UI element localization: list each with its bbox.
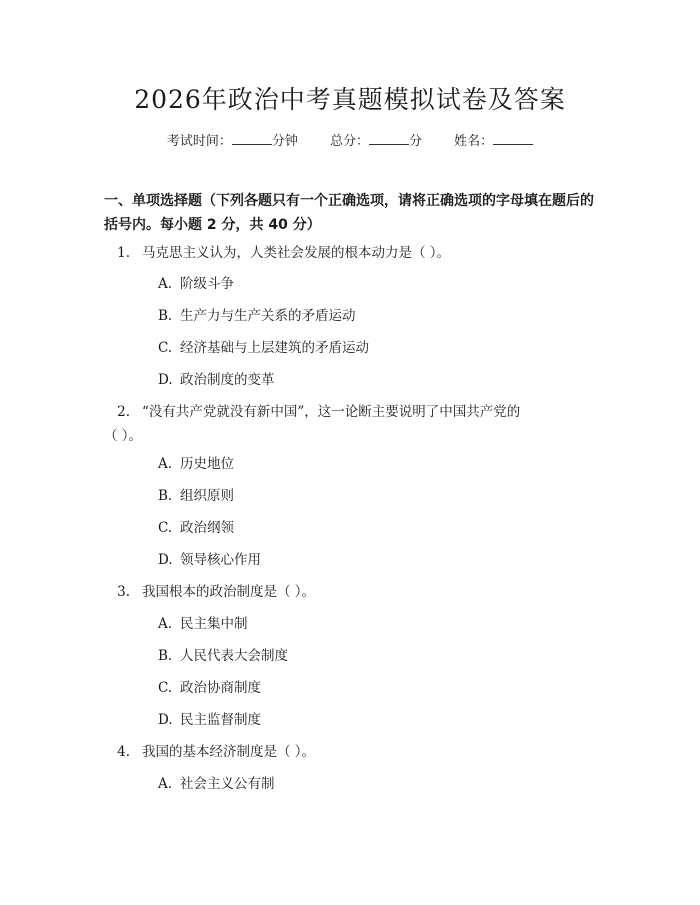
question-1: [104, 241, 596, 265]
option-text: 民主监督制度: [180, 712, 261, 728]
exam-score: [330, 130, 422, 153]
option-2c: [158, 516, 598, 540]
exam-name: [454, 130, 533, 153]
option-2a: [158, 452, 598, 476]
option-letter: C.: [158, 520, 173, 536]
option-2b: [158, 484, 598, 508]
option-letter: D.: [158, 712, 173, 728]
section-heading: [104, 189, 604, 237]
option-4a: [158, 772, 598, 796]
option-text: 政治纲领: [180, 520, 234, 536]
score-unit: 分: [409, 134, 423, 149]
option-letter: C.: [158, 680, 173, 696]
question-text-line2: （ ）。: [104, 428, 143, 444]
page-title: 2026年政治中考真题模拟试卷及答案: [134, 85, 566, 114]
option-text: 历史地位: [180, 456, 234, 472]
question-text: 我国的基本经济制度是（ ）。: [142, 744, 316, 760]
score-blank: [369, 130, 409, 145]
option-letter: D.: [158, 552, 173, 568]
option-1a: [158, 272, 598, 296]
option-text: 人民代表大会制度: [180, 648, 288, 664]
option-letter: B.: [158, 308, 173, 324]
question-text-line1: [104, 400, 596, 424]
option-letter: D.: [158, 372, 173, 388]
name-label: 姓名：: [454, 134, 494, 149]
option-text: 社会主义公有制: [180, 776, 275, 792]
option-text: 领导核心作用: [180, 552, 261, 568]
option-text: 政治制度的变革: [180, 372, 275, 388]
option-3b: [158, 644, 598, 668]
option-2d: [158, 548, 598, 572]
question-number: 3.: [117, 584, 130, 600]
option-1b: [158, 304, 598, 328]
exam-time: [167, 130, 298, 153]
option-text: 经济基础与上层建筑的矛盾运动: [180, 340, 369, 356]
question-text: 我国根本的政治制度是（ ）。: [142, 584, 316, 600]
time-unit: 分钟: [271, 134, 298, 149]
question-4: [104, 740, 596, 764]
question-number: 1.: [117, 245, 130, 261]
option-1d: [158, 368, 598, 392]
question-2: [104, 400, 596, 448]
time-blank: [232, 130, 272, 145]
option-text: 民主集中制: [180, 616, 248, 632]
question-text: 马克思主义认为，人类社会发展的根本动力是（ ）。: [142, 245, 451, 261]
score-label: 总分：: [329, 134, 369, 149]
option-text: 政治协商制度: [180, 680, 261, 696]
option-letter: B.: [158, 648, 173, 664]
option-letter: B.: [158, 488, 173, 504]
option-letter: A.: [158, 776, 173, 792]
question-3: [104, 580, 596, 604]
option-letter: A.: [158, 276, 173, 292]
option-1c: [158, 336, 598, 360]
option-letter: C.: [158, 340, 173, 356]
section-heading-line1: 一、单项选择题（下列各题只有一个正确选项，请将正确选项的字母填在题后的: [104, 193, 594, 209]
section-heading-line2: 括号内。每小题 2 分，共 40 分）: [104, 217, 321, 233]
option-text: 生产力与生产关系的矛盾运动: [180, 308, 356, 324]
option-text: 组织原则: [180, 488, 234, 504]
time-label: 考试时间：: [166, 134, 232, 149]
option-text: 阶级斗争: [180, 276, 234, 292]
exam-meta: [0, 130, 700, 153]
option-3d: [158, 708, 598, 732]
question-number: 4.: [117, 744, 130, 760]
name-blank: [493, 130, 533, 145]
question-text: “没有共产党就没有新中国”，这一论断主要说明了中国共产党的: [142, 404, 521, 420]
option-3a: [158, 612, 598, 636]
option-letter: A.: [158, 456, 173, 472]
question-number: 2.: [117, 404, 130, 420]
option-3c: [158, 676, 598, 700]
option-letter: A.: [158, 616, 173, 632]
